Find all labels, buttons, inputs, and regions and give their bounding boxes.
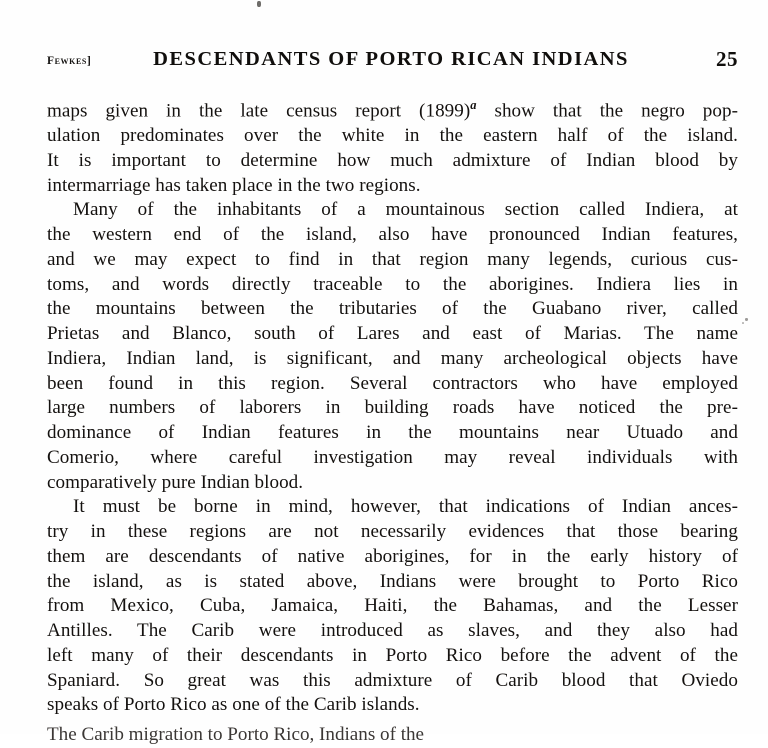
- text-line: comparatively pure Indian blood.: [47, 471, 304, 493]
- text-line: left many of their descendants in Porto Rico before the advent of the: [47, 644, 738, 666]
- text-line: Prietas and Blanco, south of Lares and east of Marias. The name: [47, 323, 738, 345]
- paragraph-indiera: [47, 198, 738, 495]
- paragraph-ancestry: [47, 495, 738, 718]
- scan-speck-right-icon: [745, 318, 748, 321]
- body-text: [47, 93, 738, 718]
- text-line: intermarriage has taken place in the two regions.: [47, 174, 421, 196]
- text-line: [47, 495, 738, 520]
- text-line: and we may expect to find in that region many legends, curious cus-: [47, 248, 738, 270]
- text-line: It is important to determine how much admixture of Indian blood by: [47, 149, 738, 171]
- text-line: from Mexico, Cuba, Jamaica, Haiti, the Bahamas, and the Lesser: [47, 595, 738, 617]
- text-line: the mountains between the tributaries of the Guabano river, called: [47, 298, 738, 320]
- footnote-marker: a: [470, 98, 477, 112]
- text-line: speaks of Porto Rico as one of the Carib islands.: [47, 694, 420, 716]
- text-line: the island, as is stated above, Indians were brought to Porto Rico: [47, 570, 738, 592]
- line-text: It must be borne in mind, however, that indications of Indian ances-: [73, 496, 738, 518]
- text-line: try in these regions are not necessarily evidences that those bearing: [47, 521, 738, 543]
- page-title: DESCENDANTS OF PORTO RICAN INDIANS: [153, 48, 629, 70]
- running-head: [0, 48, 768, 76]
- text-line: Antilles. The Carib were introduced as slaves, and they also had: [47, 620, 738, 642]
- text-line: been found in this region. Several contractors who have employed: [47, 372, 738, 394]
- text-line: Comerio, where careful investigation may reveal individuals with: [47, 446, 738, 468]
- text-line: Indiera, Indian land, is significant, and many archeological objects have: [47, 347, 738, 369]
- paragraph-census-maps: [47, 93, 738, 198]
- clipped-line-text: The Carib migration to Porto Rico, Indians of the: [47, 724, 425, 745]
- running-head-author: Fewkes]: [47, 55, 92, 67]
- scan-speck-mid-icon: [742, 322, 744, 324]
- text-line: Spaniard. So great was this admixture of Carib blood that Oviedo: [47, 669, 738, 691]
- text-line: [47, 93, 738, 124]
- text-line: toms, and words directly traceable to the aborigines. Indiera lies in: [47, 273, 738, 295]
- text-line: large numbers of laborers in building roads have noticed the pre-: [47, 397, 738, 419]
- clipped-next-line: [47, 723, 738, 745]
- text-line: them are descendants of native aborigines, for in the early history of: [47, 545, 738, 567]
- text-line: dominance of Indian features in the mountains near Utuado and: [47, 422, 738, 444]
- text-line: the western end of the island, also have pronounced Indian features,: [47, 224, 738, 246]
- line-text: maps given in the late census report (1899): [47, 100, 471, 122]
- scan-speck-icon: [257, 1, 261, 7]
- text-line: ulation predominates over the white in the eastern half of the island.: [47, 125, 738, 147]
- line-text: Many of the inhabitants of a mountainous section called Indiera, at: [73, 199, 738, 221]
- line-text-tail: show that the negro pop-: [476, 100, 738, 122]
- text-line: [47, 198, 738, 223]
- page-number: 25: [716, 47, 738, 71]
